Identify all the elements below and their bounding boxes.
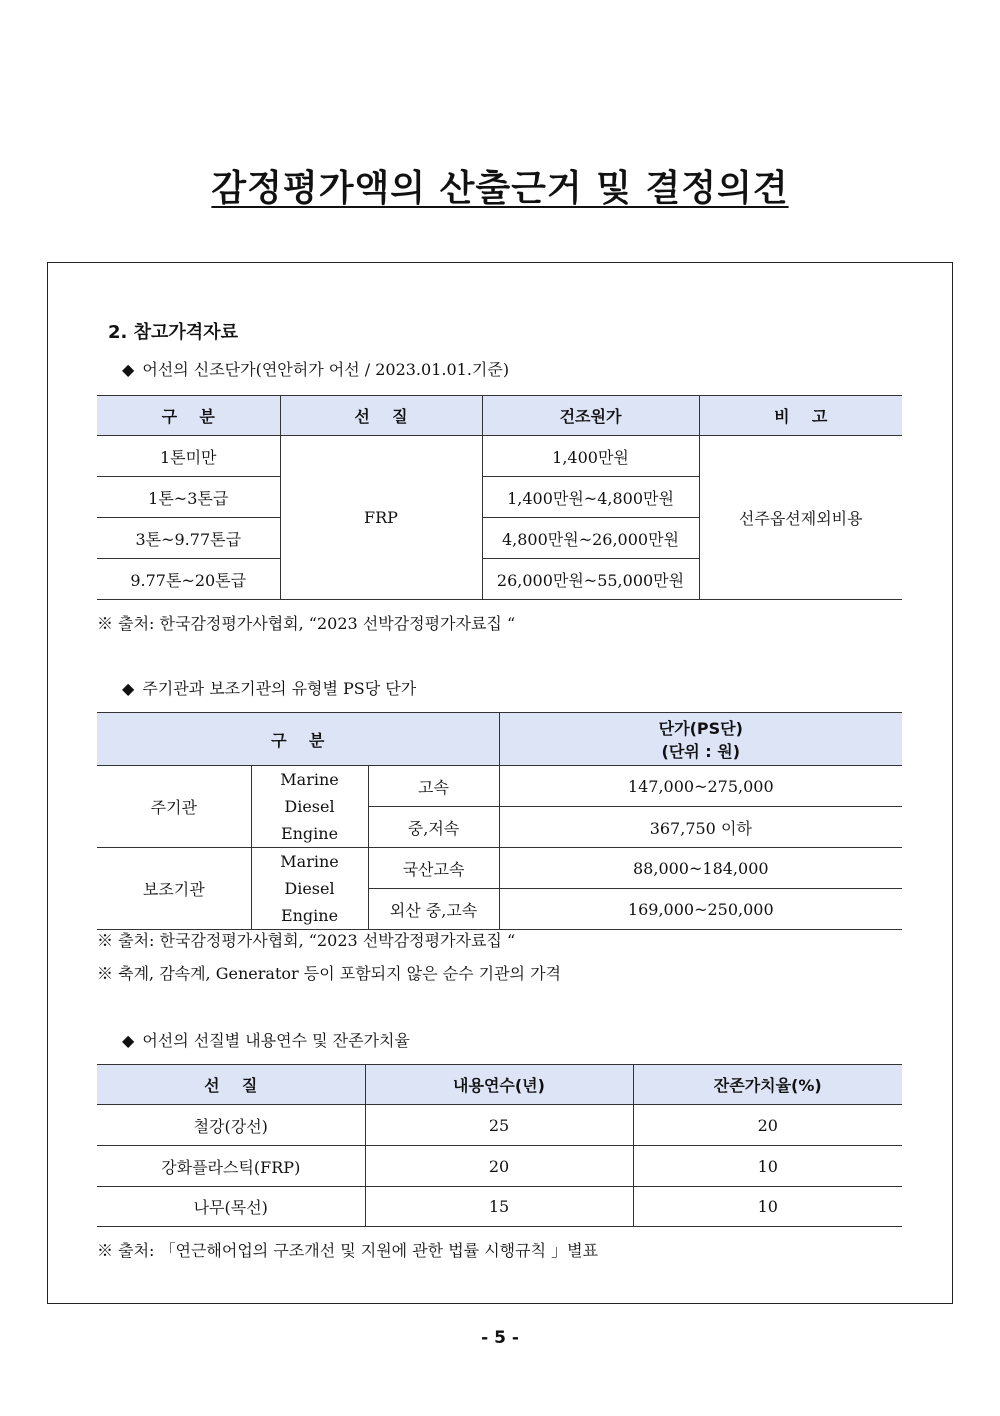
reference-mark-icon: ※ (97, 614, 114, 633)
table1-cost: 4,800만원~26,000만원 (482, 518, 699, 559)
table2-price: 169,000~250,000 (499, 889, 902, 930)
table2-header-category: 구 분 (97, 713, 499, 766)
table1-cost: 1,400만원 (482, 436, 699, 477)
table3-residual: 20 (633, 1105, 902, 1146)
table2-header-price: 단가(PS단) (단위 : 원) (499, 713, 902, 766)
table-row (97, 1187, 902, 1227)
table1-category: 3톤~9.77톤급 (97, 518, 280, 559)
table3-header-material: 선 질 (97, 1065, 365, 1105)
table1-material: FRP (280, 436, 482, 600)
section-heading: 2. 참고가격자료 (108, 322, 238, 343)
table3-life: 20 (365, 1146, 633, 1187)
table1-remark: 선주옵션제외비용 (699, 436, 902, 600)
table3-header-residual: 잔존가치율(%) (633, 1065, 902, 1105)
table3-life: 25 (365, 1105, 633, 1146)
table2-speed: 외산 중,고속 (368, 889, 499, 930)
table1-cost: 26,000만원~55,000만원 (482, 559, 699, 600)
table2-price: 147,000~275,000 (499, 766, 902, 807)
reference-mark-icon: ※ (97, 964, 114, 983)
table3-material: 나무(목선) (97, 1187, 365, 1227)
table2-caption: ◆ 주기관과 보조기관의 유형별 PS당 단가 (122, 679, 417, 698)
table1-caption: ◆ 어선의 신조단가(연안허가 어선 / 2023.01.01.기준) (122, 360, 510, 379)
table3-source-note: ※ 출처: 「연근해어업의 구조개선 및 지원에 관한 법률 시행규칙 」별표 (97, 1241, 599, 1260)
reference-mark-icon: ※ (97, 931, 114, 950)
diamond-bullet-icon: ◆ (122, 1031, 135, 1050)
table1-cost: 1,400만원~4,800만원 (482, 477, 699, 518)
table1-source-note: ※ 출처: 한국감정평가사협회, “2023 선박감정평가자료집 “ (97, 614, 516, 633)
table1-header-material: 선 질 (280, 396, 482, 436)
table2-engine-type: Marine Diesel Engine (251, 766, 368, 848)
page-number: - 5 - (481, 1328, 519, 1348)
table1-header-cost: 건조원가 (482, 396, 699, 436)
table-row (97, 1146, 902, 1187)
diamond-bullet-icon: ◆ (122, 679, 135, 698)
table3-residual: 10 (633, 1146, 902, 1187)
table2-group-main-engine: 주기관 (97, 766, 251, 848)
table2-price: 88,000~184,000 (499, 848, 902, 889)
table1-category: 9.77톤~20톤급 (97, 559, 280, 600)
table3-material: 강화플라스틱(FRP) (97, 1146, 365, 1187)
table2-extra-note: ※ 축계, 감속계, Generator 등이 포함되지 않은 순수 기관의 가격 (97, 964, 562, 983)
table3-residual: 10 (633, 1187, 902, 1227)
table3-header-life: 내용연수(년) (365, 1065, 633, 1105)
table3-caption: ◆ 어선의 선질별 내용연수 및 잔존가치율 (122, 1031, 410, 1050)
table1-category: 1톤~3톤급 (97, 477, 280, 518)
table3-material: 철강(강선) (97, 1105, 365, 1146)
table2-speed: 국산고속 (368, 848, 499, 889)
table2-speed: 중,저속 (368, 807, 499, 848)
table2-price: 367,750 이하 (499, 807, 902, 848)
table3-life: 15 (365, 1187, 633, 1227)
diamond-bullet-icon: ◆ (122, 360, 135, 379)
table-row (97, 766, 902, 807)
table-row (97, 1105, 902, 1146)
table1-category: 1톤미만 (97, 436, 280, 477)
page-title: 감정평가액의 산출근거 및 결정의견 (211, 168, 789, 209)
table2-engine-type: Marine Diesel Engine (251, 848, 368, 930)
table-row (97, 436, 902, 477)
useful-life-table (97, 1064, 902, 1227)
table2-source-note: ※ 출처: 한국감정평가사협회, “2023 선박감정평가자료집 “ (97, 931, 516, 950)
new-build-cost-table (97, 395, 902, 600)
table2-group-aux-engine: 보조기관 (97, 848, 251, 930)
table1-header-remark: 비 고 (699, 396, 902, 436)
table1-header-category: 구 분 (97, 396, 280, 436)
reference-mark-icon: ※ (97, 1241, 114, 1260)
table-row (97, 848, 902, 889)
engine-unit-price-table (97, 712, 902, 930)
table2-speed: 고속 (368, 766, 499, 807)
